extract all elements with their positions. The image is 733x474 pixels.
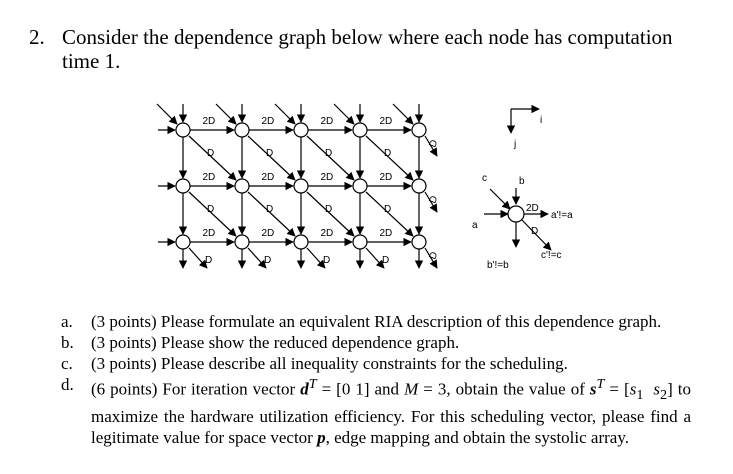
input-diagonal-edge (275, 104, 295, 124)
item-c-text: (3 points) Please describe all inequality constraints for the scheduling. (91, 354, 568, 373)
edge-label-2d: 2D (202, 172, 216, 183)
item-b (61, 332, 691, 353)
graph-node (412, 123, 426, 137)
item-d-vector-d: d (300, 379, 309, 399)
item-d-m: M (404, 379, 419, 399)
graph-node (294, 123, 308, 137)
edge-label-2d: 2D (379, 228, 393, 239)
edge-label-d: D (427, 250, 441, 262)
input-diagonal-edge (393, 104, 413, 124)
graph-node (353, 123, 367, 137)
item-d-eq-m: = 3, obtain the value of (418, 379, 590, 399)
legend-d-label: D (531, 226, 539, 237)
item-a-letter: a. (61, 312, 73, 331)
edge-label-2d: 2D (320, 172, 334, 183)
edge-label-d: D (325, 204, 333, 215)
edge-label-2d: 2D (202, 228, 216, 239)
item-d-vector-s: s (589, 379, 597, 399)
legend-output-b: b'!=b (487, 260, 509, 271)
item-d-transpose-2: T (596, 376, 605, 392)
graph-node (176, 179, 190, 193)
edge-label-d: D (427, 138, 441, 150)
edge-label-d: D (427, 194, 441, 206)
item-d-part3: , edge mapping and obtain the systolic array. (325, 428, 629, 448)
input-diagonal-edge (216, 104, 236, 124)
item-b-letter: b. (61, 333, 74, 352)
edge-label-2d: 2D (379, 172, 393, 183)
node-legend (484, 188, 551, 250)
edge-label-d: D (266, 204, 274, 215)
graph-node (235, 179, 249, 193)
item-d-s1: s (629, 379, 637, 399)
item-d-s2: s (653, 379, 661, 399)
item-d (61, 374, 691, 448)
item-c-letter: c. (61, 354, 73, 373)
edge-label-2d: 2D (261, 228, 275, 239)
legend-node (508, 206, 524, 222)
edge-label-2d: 2D (202, 116, 216, 127)
graph-node (353, 235, 367, 249)
i-axis-label: i (540, 115, 543, 126)
item-d-part1: (6 points) For iteration vector (91, 379, 301, 399)
item-b-text: (3 points) Please show the reduced dependence graph. (91, 333, 460, 352)
edge-label-d: D (205, 255, 213, 266)
legend-input-a: a (472, 220, 478, 231)
edge-label-d: D (325, 148, 333, 159)
j-axis-label: j (514, 139, 517, 150)
item-d-vector-p: p (317, 428, 326, 448)
edge-label-d: D (207, 204, 215, 215)
item-d-s1-sub: 1 (636, 387, 644, 404)
graph-node (235, 235, 249, 249)
graph-node (176, 123, 190, 137)
edge-label-d: D (207, 148, 215, 159)
legend-input-c: c (482, 173, 487, 184)
edge-label-d: D (384, 204, 392, 215)
item-d-eq-vec: = [0 1] and (316, 379, 405, 399)
item-c (61, 353, 691, 374)
edge-label-d: D (382, 255, 390, 266)
question-items (61, 311, 691, 448)
edge-label-2d: 2D (320, 228, 334, 239)
input-diagonal-edge (334, 104, 354, 124)
graph-node (294, 179, 308, 193)
axis-indicator (511, 109, 539, 133)
legend-c-edge (490, 189, 510, 209)
item-d-s2-sub: 2 (660, 387, 668, 404)
input-diagonal-edge (157, 104, 177, 124)
edge-label-2d: 2D (261, 116, 275, 127)
question-number: 2. (29, 25, 45, 49)
edge-label-2d: 2D (320, 116, 334, 127)
item-d-transpose-1: T (308, 376, 317, 392)
edge-label-d: D (266, 148, 274, 159)
legend-input-b: b (519, 176, 525, 187)
item-a (61, 311, 691, 332)
edge-label-2d: 2D (261, 172, 275, 183)
graph-node (353, 179, 367, 193)
graph-node (294, 235, 308, 249)
dependence-graph-grid (157, 104, 437, 268)
item-d-letter: d. (61, 375, 74, 394)
graph-node (412, 179, 426, 193)
legend-output-c: c'!=c (541, 250, 562, 261)
edge-label-2d: 2D (379, 116, 393, 127)
graph-node (412, 235, 426, 249)
question-text: Consider the dependence graph below where each node has computation time 1. (62, 25, 673, 73)
graph-node (235, 123, 249, 137)
legend-2d-label: 2D (526, 203, 539, 214)
item-d-eq-s: = [ (604, 379, 630, 399)
edge-label-d: D (323, 255, 331, 266)
item-d-part2: ] to maximize the hardware utilization efficiency. For this scheduling vector, please find a legitimate value for space vector (91, 379, 692, 448)
item-a-text: (3 points) Please formulate an equivalent RIA description of this dependence graph. (91, 312, 662, 331)
legend-output-a: a'!=a (551, 210, 573, 221)
graph-node (176, 235, 190, 249)
edge-label-d: D (264, 255, 272, 266)
edge-label-d: D (384, 148, 392, 159)
